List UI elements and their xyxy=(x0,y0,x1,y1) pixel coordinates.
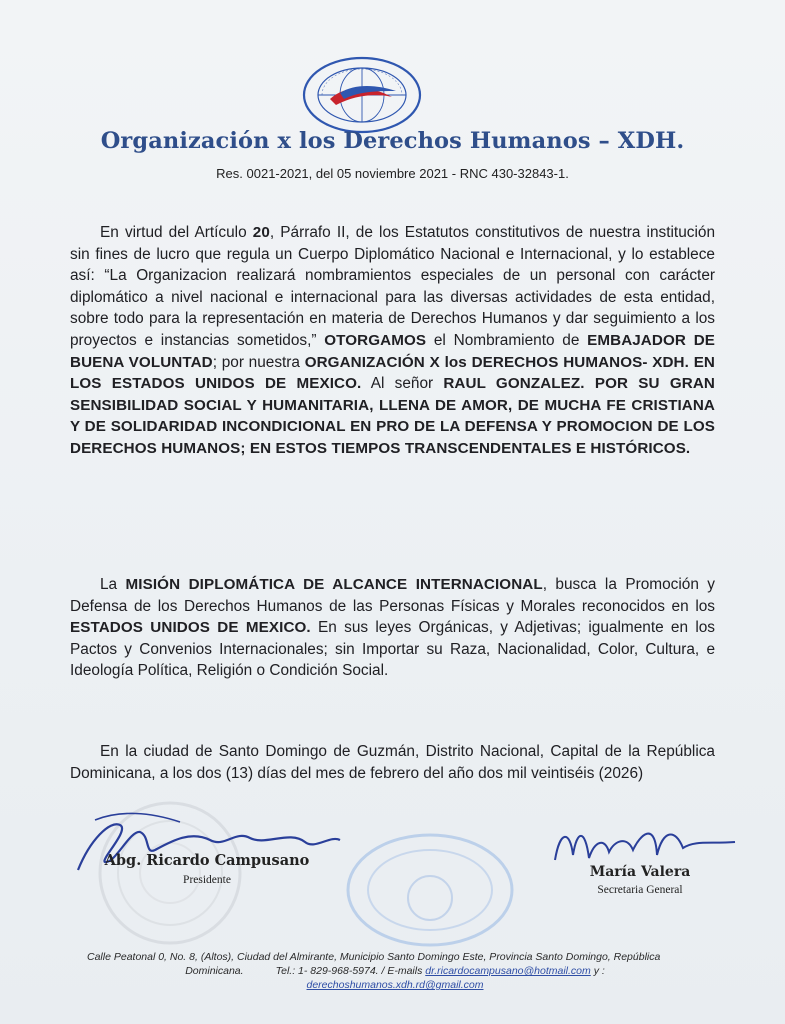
p1-run: , Párrafo II, de los Estatutos constitutivos de nuestra institución sin fines de lucro que regula un Cuerpo Diplomático Nacional e Internacional, y lo establece así: “La Organizacion realizará nombramientos especiales de un personal con carácter diplomático a nivel nacional e internacional para las diversas actividades de esta entidad, sobre todo para la representación en materia de Derechos Humanos y dar seguimiento a los proyectos e instancias sometidos,” xyxy=(70,224,715,349)
organization-title: Organización x los Derechos Humanos – XDH. xyxy=(100,128,685,154)
paragraph-mission xyxy=(70,574,715,682)
p1-run: el Nombramiento de xyxy=(426,331,588,349)
organization-logo-icon xyxy=(300,55,424,135)
paragraph-appointment xyxy=(70,222,715,460)
p1-run: Al señor xyxy=(361,375,444,393)
p1-run: OTORGAMOS xyxy=(324,331,427,349)
p1-run: ORGANIZACIÓN X los DERECHOS HUMANOS- XDH. EN LOS ESTADOS UNIDOS DE MEXICO. xyxy=(70,353,715,393)
signer-right-role: Secretaria General xyxy=(597,884,683,896)
p1-run: EMBAJADOR DE BUENA VOLUNTAD xyxy=(70,331,716,371)
signer-right-name: María Valera xyxy=(589,864,691,880)
footer-contact xyxy=(80,950,710,992)
email-link-2[interactable]: derechoshumanos.xdh.rd@gmail.com xyxy=(306,979,484,991)
p1-run: 20 xyxy=(252,224,270,241)
footer-address-line: Calle Peatonal 0, No. 8, (Altos), Ciudad del Almirante, Municipio Santo Domingo Este, Provincia Santo Domingo, República xyxy=(87,951,661,963)
resolution-line: Res. 0021-2021, del 05 noviembre 2021 - RNC 430-32843-1. xyxy=(216,166,569,181)
signer-left-name: Abg. Ricardo Campusano xyxy=(104,852,310,869)
footer-contact-line xyxy=(80,964,710,978)
p1-run: En virtud del Artículo xyxy=(100,224,253,241)
p2-run: , busca la Promoción y Defensa de los Derechos Humanos de las Personas Físicas y Morales reconocidos en los xyxy=(70,576,715,615)
p2-run: ESTADOS UNIDOS DE MEXICO. xyxy=(70,619,311,637)
stamp-seal-icon xyxy=(340,828,520,948)
signer-left-role: Presidente xyxy=(183,874,231,886)
p2-run: La xyxy=(100,576,126,593)
p1-run: RAUL GONZALEZ. POR SU GRAN SENSIBILIDAD SOCIAL Y HUMANITARIA, LLENA DE AMOR, DE MUCHA FE CRISTIANA Y DE SOLIDARIDAD INCONDICIONAL EN PRO DE LA DEFENSA Y PROMOCION DE LOS DERECHOS HUMANOS; EN ESTOS TIEMPOS TRANSCENDENTALES E HISTÓRICOS. xyxy=(70,375,715,457)
p2-run: MISIÓN DIPLOMÁTICA DE ALCANCE INTERNACIONAL xyxy=(125,576,543,593)
p1-run: ; por nuestra xyxy=(212,353,305,371)
footer-email-sep: y : xyxy=(593,965,605,977)
p2-run: En sus leyes Orgánicas, y Adjetivas; igualmente en los Pactos y Convenios Internacionales; sin Importar su Raza, Nacionalidad, Color, Cultura, e Ideología Política, Religión o Condición Social. xyxy=(70,619,716,680)
paragraph-place-date: En la ciudad de Santo Domingo de Guzmán, Distrito Nacional, Capital de la República Dominicana, a los dos (13) días del mes de febrero del año dos mil veintiséis (2026) xyxy=(70,743,715,782)
footer-address-end: Dominicana. xyxy=(185,965,244,977)
footer-tel: Tel.: 1- 829-968-5974. / E-mails xyxy=(275,965,423,977)
email-link-1[interactable]: dr.ricardocampusano@hotmail.com xyxy=(425,965,591,977)
